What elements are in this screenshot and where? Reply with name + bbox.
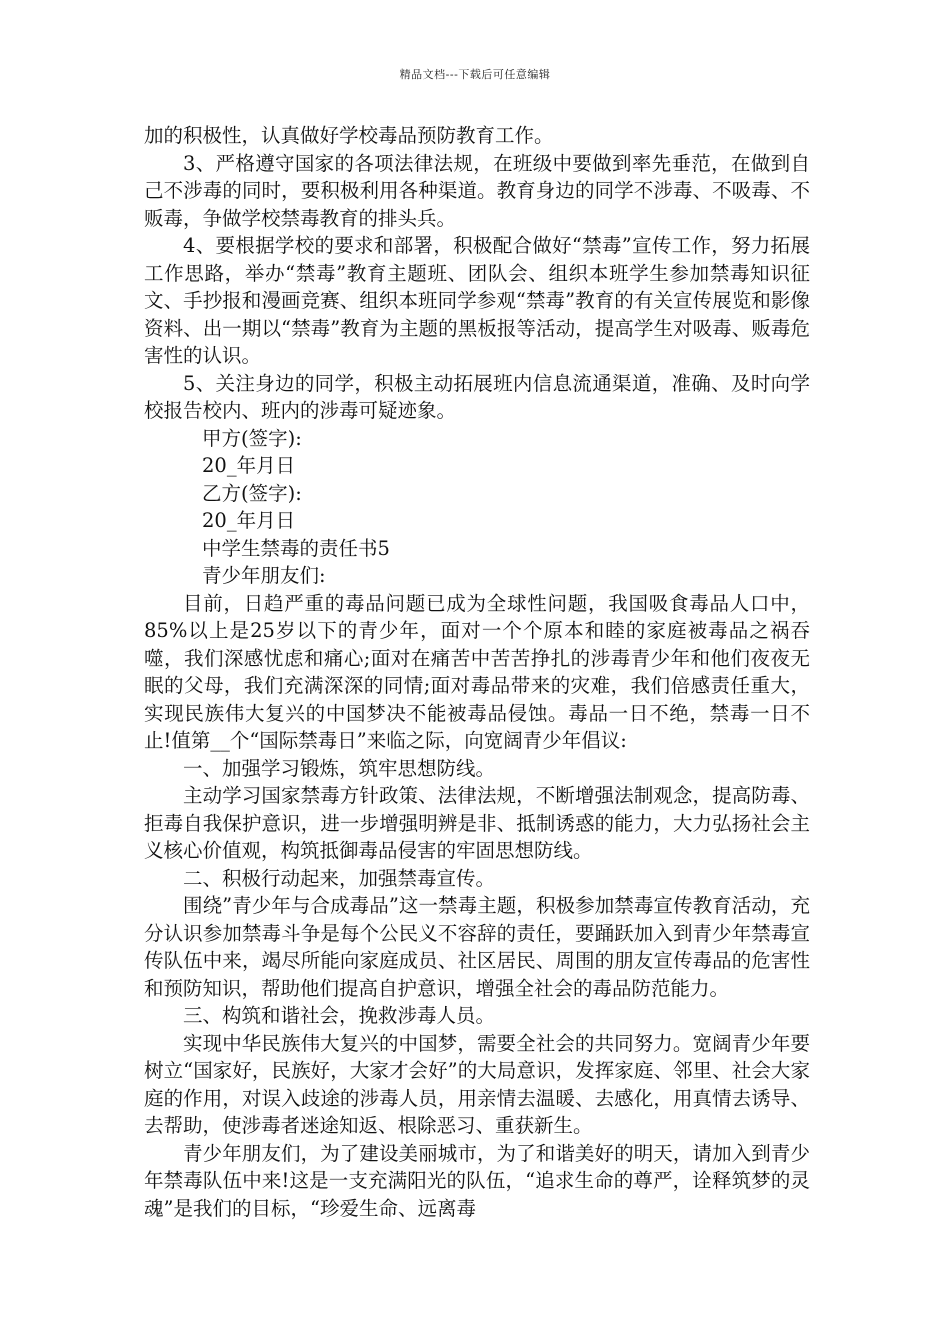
section-title: 中学生禁毒的责任书5 (202, 536, 390, 560)
paragraph: 主动学习国家禁毒方针政策、法律法规，不断增强法制观念，提高防毒、拒毒自我保护意识，进一步增强明辨是非、抵制诱惑的能力，大力弘扬社会主义核心价值观，构筑抵御毒品侵害的牢固思想防线。 (144, 784, 810, 862)
subheading: 一、加强学习锻炼，筑牢思想防线。 (183, 756, 496, 780)
signature-party-a: 甲方(签字): (202, 426, 302, 450)
subheading: 三、构筑和谐社会，挽救涉毒人员。 (183, 1004, 496, 1027)
subheading: 二、积极行动起来，加强禁毒宣传。 (183, 866, 496, 890)
paragraph: 实现中华民族伟大复兴的中国梦，需要全社会的共同努力。宽阔青少年要树立“国家好，民族好，大家才会好”的大局意识，发挥家庭、邻里、社会大家庭的作用，对误入歧途的涉毒人员，用亲情去温暖、去感化，用真情去诱导、去帮助，使涉毒者迷途知返、根除恶习、重获新生。 (144, 1031, 810, 1137)
document-body (144, 122, 810, 1222)
signature-date: 20_年月日 (202, 509, 296, 532)
paragraph: 3、严格遵守国家的各项法律法规，在班级中要做到率先垂范，在做到自己不涉毒的同时，要积极利用各种渠道。教育身边的同学不涉毒、不吸毒、不贩毒，争做学校禁毒教育的排头兵。 (144, 151, 810, 230)
salutation: 青少年朋友们: (202, 564, 326, 587)
signature-date: 20_年月日 (202, 454, 296, 477)
paragraph: 青少年朋友们，为了建设美丽城市，为了和谐美好的明天，请加入到青少年禁毒队伍中来!这是一支充满阳光的队伍，“追求生命的尊严，诠释筑梦的灵魂”是我们的目标，“珍爱生命、远离毒 (144, 1141, 810, 1220)
signature-party-b: 乙方(签字): (202, 481, 302, 505)
page-header: 精品文档---下载后可任意编辑 (399, 68, 551, 81)
paragraph: 加的积极性，认真做好学校毒品预防教育工作。 (144, 124, 554, 147)
paragraph: 围绕”青少年与合成毒品”这一禁毒主题，积极参加禁毒宣传教育活动，充分认识参加禁毒斗争是每个公民义不容辞的责任，要踊跃加入到青少年禁毒宣传队伍中来，竭尽所能向家庭成员、社区居民、周围的朋友宣传毒品的危害性和预防知识，帮助他们提高自护意识，增强全社会的毒品防范能力。 (144, 894, 810, 1000)
paragraph: 5、关注身边的同学，积极主动拓展班内信息流通渠道，准确、及时向学校报告校内、班内的涉毒可疑迹象。 (144, 371, 810, 422)
paragraph: 4、要根据学校的要求和部署，积极配合做好“禁毒”宣传工作，努力拓展工作思路，举办“禁毒”教育主题班、团队会、组织本班学生参加禁毒知识征文、手抄报和漫画竞赛、组织本班同学参观“禁毒”教育的有关宣传展览和影像资料、出一期以“禁毒”教育为主题的黑板报等活动，提高学生对吸毒、贩毒危害性的认识。 (144, 234, 810, 367)
paragraph: 目前，日趋严重的毒品问题已成为全球性问题，我国吸食毒品人口中，85%以上是25岁以下的青少年，面对一个个原本和睦的家庭被毒品之祸吞噬，我们深感忧虑和痛心;面对在痛苦中苦苦挣扎的涉毒青少年和他们夜夜无眠的父母，我们充满深深的同情;面对毒品带来的灾难，我们倍感责任重大，实现民族伟大复兴的中国梦决不能被毒品侵蚀。毒品一日不绝，禁毒一日不止!值第__个“国际禁毒日”来临之际，向宽阔青少年倡议: (144, 591, 810, 752)
